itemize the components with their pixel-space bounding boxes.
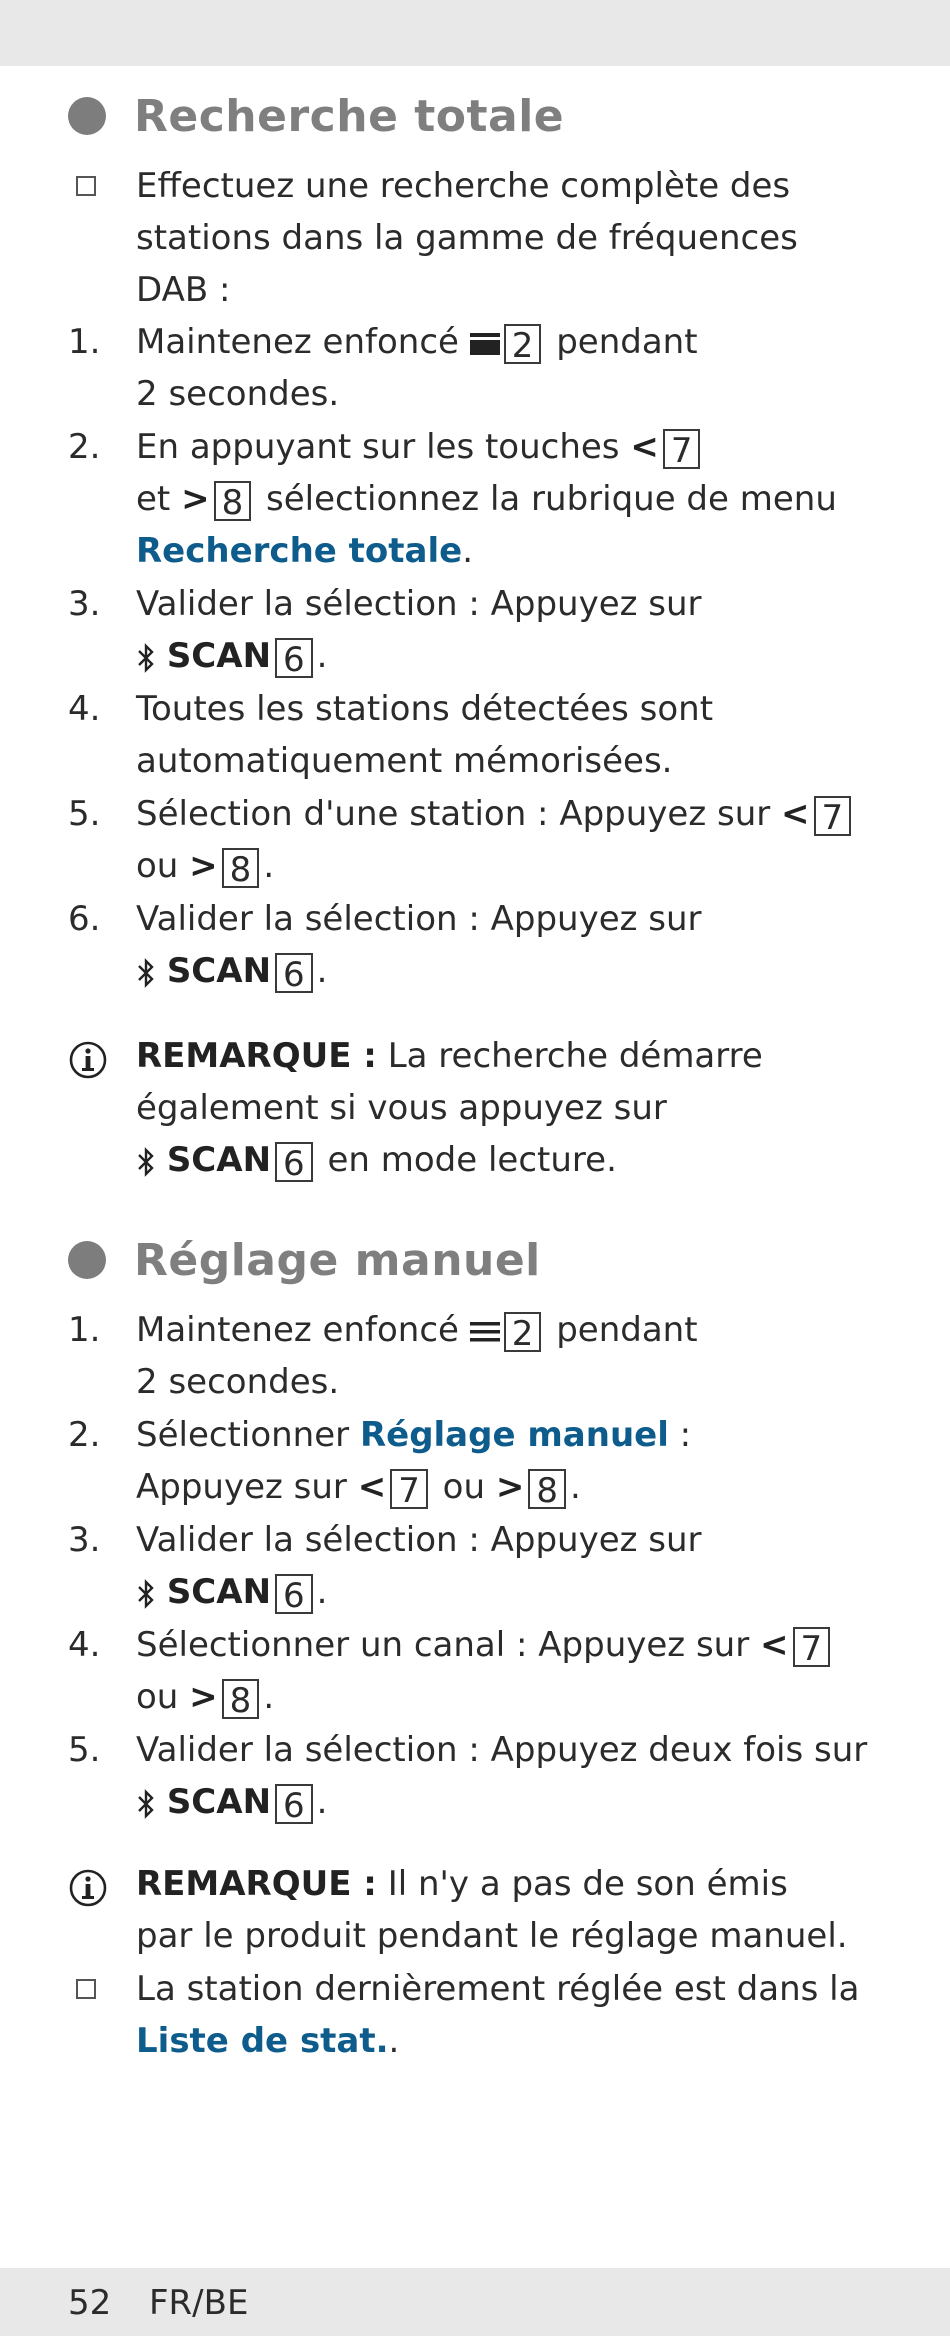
step-line <box>136 316 698 368</box>
step-text: Sélectionner un canal : Appuyez sur <box>136 1625 750 1665</box>
note-text: Il n'y a pas de son émis <box>387 1864 788 1904</box>
step-number: 1. <box>68 1310 101 1350</box>
step-text: et <box>136 479 171 519</box>
step-number: 4. <box>68 689 101 729</box>
key-number: 8 <box>222 1679 260 1719</box>
key-number: 8 <box>528 1469 566 1509</box>
page-language: FR/BE <box>149 2283 249 2323</box>
step-text: . <box>462 531 474 571</box>
step-line: automatiquement mémorisées. <box>136 741 673 781</box>
step-text: pendant <box>556 1310 698 1350</box>
key-number: 2 <box>504 1312 542 1352</box>
section-title: Recherche totale <box>134 90 565 142</box>
section-heading-recherche <box>68 88 564 144</box>
step-text: : <box>679 1415 692 1455</box>
step-line <box>136 630 327 682</box>
key-number: 8 <box>222 848 260 888</box>
step-line <box>136 525 473 577</box>
key-number: 7 <box>814 796 852 836</box>
step-text: . <box>316 1572 328 1612</box>
step-text: . <box>316 1782 328 1822</box>
step-text: Sélection d'une station : Appuyez sur <box>136 794 771 834</box>
step-number: 5. <box>68 794 101 834</box>
key-number: 7 <box>793 1627 831 1667</box>
step-line <box>136 840 274 892</box>
menu-item-reference: Recherche totale <box>136 531 463 571</box>
note-label: REMARQUE : <box>136 1036 377 1076</box>
bluetooth-icon <box>136 1788 156 1820</box>
step-text: Maintenez enfoncé <box>136 322 459 362</box>
step-line <box>136 1671 274 1723</box>
step-number: 1. <box>68 322 101 362</box>
step-number: 2. <box>68 1415 101 1455</box>
step-number: 3. <box>68 584 101 624</box>
step-text: En appuyant sur les touches <box>136 427 620 467</box>
note-label: REMARQUE : <box>136 1864 377 1904</box>
bluetooth-icon <box>136 1146 156 1178</box>
chevron-left-icon: < <box>760 1625 789 1665</box>
square-bullet-icon <box>76 176 96 196</box>
step-text: Maintenez enfoncé <box>136 1310 459 1350</box>
step-line <box>136 421 704 473</box>
chevron-left-icon: < <box>781 794 810 834</box>
key-number: 6 <box>275 638 313 678</box>
footer-bar <box>0 2268 950 2336</box>
bluetooth-icon <box>136 957 156 989</box>
step-text: . <box>263 846 275 886</box>
step-line <box>136 473 837 525</box>
page-number: 52 <box>68 2283 112 2323</box>
step-text: . <box>263 1677 275 1717</box>
key-number: 6 <box>275 1784 313 1824</box>
step-line: 2 secondes. <box>136 374 340 414</box>
info-icon <box>68 1040 108 1080</box>
step-text: . <box>569 1467 581 1507</box>
key-number: 6 <box>275 953 313 993</box>
step-number: 4. <box>68 1625 101 1665</box>
scan-label: SCAN <box>166 1782 272 1822</box>
key-number: 2 <box>504 324 542 364</box>
step-number: 3. <box>68 1520 101 1560</box>
step-line <box>136 1304 698 1356</box>
final-line-1: La station dernièrement réglée est dans la <box>136 1969 860 2009</box>
step-line <box>136 1409 691 1461</box>
chevron-right-icon: > <box>181 479 210 519</box>
step-text: . <box>316 951 328 991</box>
menu-icon <box>470 1319 500 1345</box>
intro-line-3: DAB : <box>136 270 231 310</box>
step-text: Appuyez sur <box>136 1467 347 1507</box>
scan-label: SCAN <box>166 636 272 676</box>
step-text: Sélectionner <box>136 1415 350 1455</box>
note-text: en mode lecture. <box>327 1140 617 1180</box>
step-line: Valider la sélection : Appuyez deux fois sur <box>136 1730 868 1770</box>
chevron-right-icon: > <box>189 846 218 886</box>
menu-item-reference: Réglage manuel <box>359 1415 669 1455</box>
intro-line-2: stations dans la gamme de fréquences <box>136 218 798 258</box>
step-line <box>136 1566 327 1618</box>
key-number: 7 <box>663 429 701 469</box>
key-number: 7 <box>390 1469 428 1509</box>
step-number: 5. <box>68 1730 101 1770</box>
bullet-dot-icon <box>68 1241 106 1279</box>
key-number: 8 <box>214 481 252 521</box>
step-line <box>136 945 327 997</box>
info-icon <box>68 1868 108 1908</box>
chevron-right-icon: > <box>189 1677 218 1717</box>
step-text: ou <box>136 846 179 886</box>
scan-label: SCAN <box>166 951 272 991</box>
final-text: . <box>388 2021 400 2061</box>
step-number: 6. <box>68 899 101 939</box>
step-line: Valider la sélection : Appuyez sur <box>136 1520 702 1560</box>
step-line: Valider la sélection : Appuyez sur <box>136 584 702 624</box>
chevron-right-icon: > <box>495 1467 525 1507</box>
step-number: 2. <box>68 427 101 467</box>
top-bar <box>0 0 950 66</box>
key-number: 6 <box>275 1142 313 1182</box>
menu-icon <box>470 331 500 357</box>
note-line <box>136 1858 788 1910</box>
step-line <box>136 788 855 840</box>
step-line: Toutes les stations détectées sont <box>136 689 714 729</box>
step-text: sélectionnez la rubrique de menu <box>266 479 837 519</box>
note-text: La recherche démarre <box>387 1036 763 1076</box>
chevron-left-icon: < <box>357 1467 387 1507</box>
note-line: également si vous appuyez sur <box>136 1088 667 1128</box>
step-text: pendant <box>556 322 698 362</box>
chevron-left-icon: < <box>630 427 659 467</box>
note-line: par le produit pendant le réglage manuel. <box>136 1916 848 1956</box>
intro-line-1: Effectuez une recherche complète des <box>136 166 791 206</box>
note-line <box>136 1030 763 1082</box>
step-text: . <box>316 636 328 676</box>
step-line: 2 secondes. <box>136 1362 340 1402</box>
bullet-dot-icon <box>68 97 106 135</box>
section-title: Réglage manuel <box>134 1234 541 1286</box>
step-text: ou <box>442 1467 486 1507</box>
bluetooth-icon <box>136 1578 156 1610</box>
menu-item-reference: Liste de stat. <box>136 2021 389 2061</box>
step-line <box>136 1461 581 1513</box>
step-line <box>136 1776 327 1828</box>
scan-label: SCAN <box>166 1572 272 1612</box>
step-text: ou <box>136 1677 179 1717</box>
square-bullet-icon <box>76 1979 96 1999</box>
note-line <box>136 1134 617 1186</box>
step-line <box>136 1619 834 1671</box>
key-number: 6 <box>275 1574 313 1614</box>
bluetooth-icon <box>136 642 156 674</box>
section-heading-reglage <box>68 1232 541 1288</box>
final-line-2 <box>136 2015 399 2067</box>
step-line: Valider la sélection : Appuyez sur <box>136 899 702 939</box>
scan-label: SCAN <box>166 1140 272 1180</box>
